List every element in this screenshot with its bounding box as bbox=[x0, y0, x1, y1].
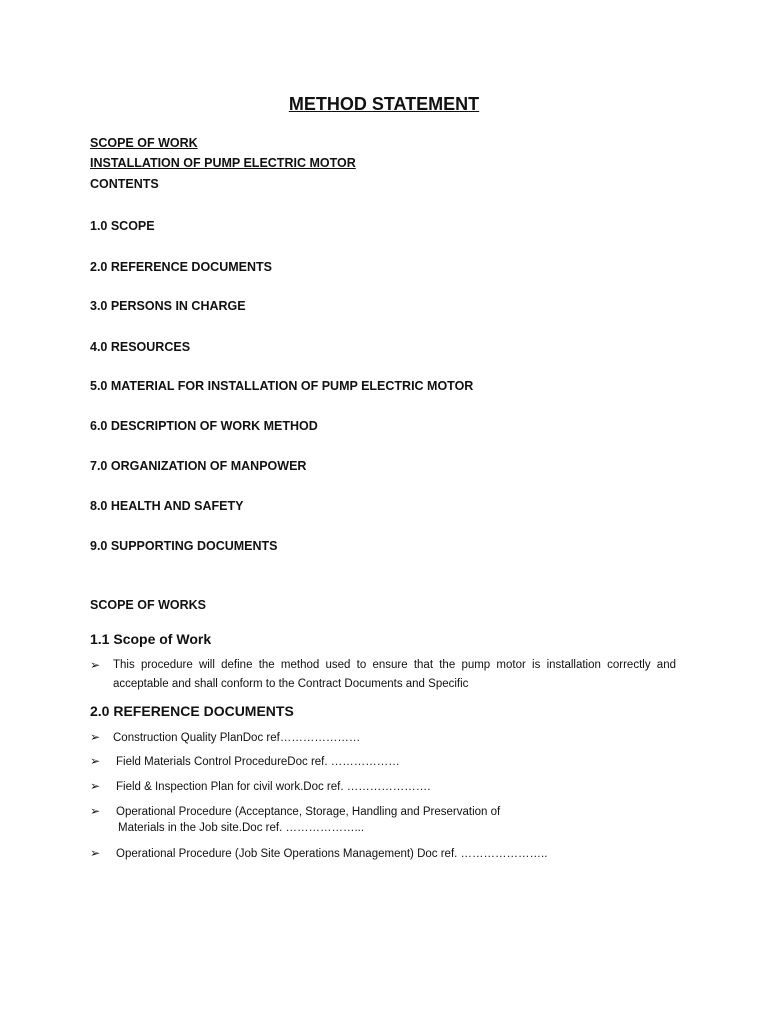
toc-item-material: 5.0 MATERIAL FOR INSTALLATION OF PUMP ELECTRIC MOTOR bbox=[90, 379, 474, 393]
reference-item: Construction Quality PlanDoc ref………………… bbox=[113, 732, 361, 744]
contents-heading: CONTENTS bbox=[90, 177, 159, 191]
scope-paragraph: This procedure will define the method used to ensure that the pump motor is installation correctly and acceptable and shall conform to the Contract Documents and Specific bbox=[113, 659, 676, 690]
toc-item-persons-in-charge: 3.0 PERSONS IN CHARGE bbox=[90, 299, 246, 313]
reference-item: Field Materials Control ProcedureDoc ref. ……………… bbox=[116, 756, 400, 768]
bullet-arrow-icon: ➢ bbox=[90, 730, 101, 744]
reference-item: Operational Procedure (Acceptance, Storage, Handling and Preservation of bbox=[116, 806, 501, 818]
toc-item-resources: 4.0 RESOURCES bbox=[90, 340, 191, 354]
bullet-arrow-icon: ➢ bbox=[90, 846, 101, 860]
toc-item-work-method: 6.0 DESCRIPTION OF WORK METHOD bbox=[90, 419, 318, 433]
toc-item-health-safety: 8.0 HEALTH AND SAFETY bbox=[90, 499, 244, 513]
reference-documents-heading: 2.0 REFERENCE DOCUMENTS bbox=[90, 703, 294, 719]
bullet-arrow-icon: ➢ bbox=[90, 754, 101, 768]
reference-item-continuation: Materials in the Job site.Doc ref. ………………... bbox=[118, 822, 365, 834]
scope-of-work-subheading: 1.1 Scope of Work bbox=[90, 631, 212, 647]
toc-item-supporting-documents: 9.0 SUPPORTING DOCUMENTS bbox=[90, 539, 278, 553]
toc-item-scope: 1.0 SCOPE bbox=[90, 219, 155, 233]
document-title: METHOD STATEMENT bbox=[288, 94, 480, 114]
bullet-arrow-icon: ➢ bbox=[90, 779, 101, 793]
reference-item: Field & Inspection Plan for civil work.Doc ref. …………………. bbox=[116, 781, 431, 793]
toc-item-reference-documents: 2.0 REFERENCE DOCUMENTS bbox=[90, 260, 272, 274]
toc-item-manpower: 7.0 ORGANIZATION OF MANPOWER bbox=[90, 459, 307, 473]
installation-heading: INSTALLATION OF PUMP ELECTRIC MOTOR bbox=[90, 156, 356, 170]
reference-item: Operational Procedure (Job Site Operations Management) Doc ref. ………………….. bbox=[116, 848, 548, 860]
scope-of-works-heading: SCOPE OF WORKS bbox=[90, 598, 206, 612]
bullet-arrow-icon: ➢ bbox=[90, 658, 101, 672]
scope-of-work-heading: SCOPE OF WORK bbox=[90, 136, 198, 150]
bullet-arrow-icon: ➢ bbox=[90, 804, 101, 818]
